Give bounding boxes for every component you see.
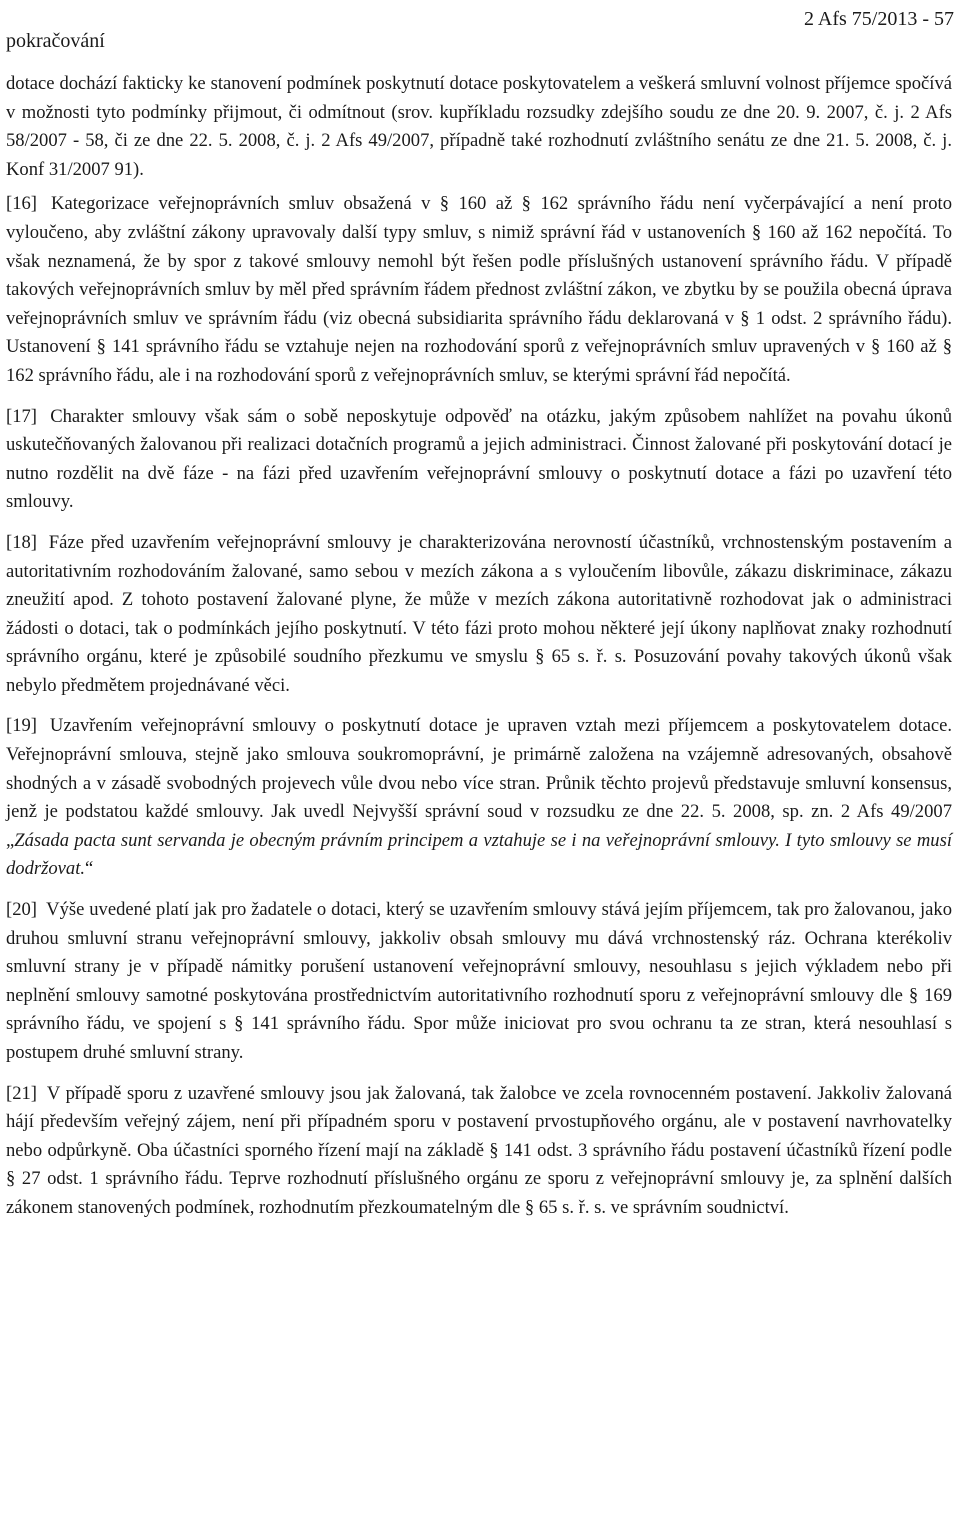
closing-quote: “ <box>85 858 94 880</box>
continuation-label: pokračování <box>6 30 105 52</box>
paragraph-number: [18] <box>6 531 37 553</box>
paragraph-text: Charakter smlouvy však sám o sobě neposkytuje odpověď na otázku, jakým způsobem nahlížet na povahu úkonů uskutečňovaných žalovanou při realizaci dotačních programů a jejich administraci. Činnost žalované při poskytování dotací je nutno rozdělit na dvě fáze - na fázi před uzavřením veřejnoprávní smlouvy o poskytnutí dotace a fázi po uzavření této smlouvy. <box>6 405 952 513</box>
paragraph-text: Kategorizace veřejnoprávních smluv obsažená v § 160 až § 162 správního řádu není vyčerpávající a není proto vyloučeno, aby zvláštní zákony upravovaly další typy smluv, s nimiž správní řád v ustanoveních § 160 až 162 nepočítá. To však neznamená, že by spor z takové smlouvy nemohl být řešen podle příslušných ustanovení správního řádu. V případě takových veřejnoprávních smluv by měl před správním řádem přednost zvláštní zákon, ve zbytku by se použila obecná úprava veřejnoprávních smluv ve správním řádu (viz obecná subsidiarita správního řádu deklarovaná v § 1 odst. 2 správního řádu). Ustanovení § 141 správního řádu se vztahuje nejen na rozhodování sporů z veřejnoprávních smluv upravených v § 160 až § 162 správního řádu, ale i na rozhodování sporů z veřejnoprávních smluv, se kterými správní řád nepočítá. <box>6 193 952 386</box>
paragraph-21 <box>6 1080 952 1223</box>
paragraph-text: Fáze před uzavřením veřejnoprávní smlouvy je charakterizována nerovností účastníků, vrchnostenským postavením a autoritativním rozhodováním žalované, samo sebou v mezích zákona a s vyloučením libovůle, zákazu diskriminace, zákazu zneužití apod. Z tohoto postavení žalované plyne, že může v mezích zákona autoritativně rozhodovat jak o administraci žádosti o dotaci, tak o podmínkách jejího poskytnutí. V této fázi proto mohou některé její úkony naplňovat znaky rozhodnutí správního orgánu, které je způsobilé soudního přezkumu ve smyslu § 65 s. ř. s. Posuzování povahy takových úkonů však nebylo předmětem projednávané věci. <box>6 531 952 696</box>
paragraph-18 <box>6 529 952 701</box>
paragraph-text: Uzavřením veřejnoprávní smlouvy o poskytnutí dotace je upraven vztah mezi příjemcem a poskytovatelem dotace. Veřejnoprávní smlouva, stejně jako smlouva soukromoprávní, je primárně založena na vzájemně adresovaných, obsahově shodných a v zásadě svobodných projevech vůle dvou nebo více stran. Průnik těchto projevů představuje smluvní konsensus, jenž je podstatou každé smlouvy. Jak uvedl Nejvyšší správní soud v rozsudku ze dne 22. 5. 2008, sp. zn. 2 Afs 49/2007 „ <box>6 715 953 851</box>
paragraph-19 <box>6 712 952 884</box>
paragraph-text: dotace dochází fakticky ke stanovení podmínek poskytnutí dotace poskytovatelem a veškerá smluvní volnost příjemce spočívá v možnosti tyto podmínky přijmout, či odmítnout (srov. kupříkladu rozsudky zdejšího soudu ze dne 20. 9. 2007, č. j. 2 Afs 58/2007 - 58, či ze dne 22. 5. 2008, č. j. 2 Afs 49/2007, případně také rozhodnutí zvláštního senátu ze dne 21. 5. 2008, č. j. Konf 31/2007 91). <box>6 73 952 180</box>
paragraph-number: [20] <box>6 899 37 921</box>
paragraph-17 <box>6 403 952 517</box>
document-body <box>6 70 952 1235</box>
paragraph-text: V případě sporu z uzavřené smlouvy jsou jak žalovaná, tak žalobce ve zcela rovnocenném postavení. Jakkoliv žalovaná hájí především veřejný zájem, není při případném sporu v postavení prvostupňového orgánu, ale v postavení navrhovatelky nebo odpůrkyně. Oba účastníci sporného řízení mají na základě § 141 odst. 3 správního řádu postavení účastníků řízení podle § 27 odst. 1 správního řádu. Teprve rozhodnutí příslušného orgánu ze sporu z veřejnoprávní smlouvy je, za splnění dalších zákonem stanovených podmínek, rozhodnutím přezkoumatelným dle § 65 s. ř. s. ve správním soudnictví. <box>6 1082 953 1218</box>
paragraph-16 <box>6 190 952 390</box>
case-number: 2 Afs 75/2013 - 57 <box>804 8 954 30</box>
paragraph-text: Výše uvedené platí jak pro žadatele o dotaci, který se uzavřením smlouvy stává jejím příjemcem, tak pro žalovanou, jako druhou smluvní stranu veřejnoprávní smlouvy, jakkoliv obsah smlouvy mu dává vrchnostenský ráz. Ochrana kterékoliv smluvní strany je v případě námitky porušení ustanovení veřejnoprávní smlouvy, nesouhlasu s jejich výkladem nebo při neplnění smlouvy samotné poskytována prostřednictvím autoritativního rozhodnutí sporu z veřejnoprávní smlouvy dle § 169 správního řádu, ve spojení s § 141 správního řádu. Spor může iniciovat pro svou ochranu ta ze stran, která nesouhlasí s postupem druhé smluvní strany. <box>6 899 952 1063</box>
paragraph-number: [16] <box>6 193 37 215</box>
paragraph-number: [17] <box>6 405 37 427</box>
paragraph-20 <box>6 896 952 1068</box>
paragraph-number: [21] <box>6 1082 37 1104</box>
paragraph-number: [19] <box>6 715 37 737</box>
paragraph-continued <box>6 70 952 184</box>
quoted-text: Zásada pacta sunt servanda je obecným právním principem a vztahuje se i na veřejnoprávní smlouvy. I tyto smlouvy se musí dodržovat. <box>6 829 952 880</box>
